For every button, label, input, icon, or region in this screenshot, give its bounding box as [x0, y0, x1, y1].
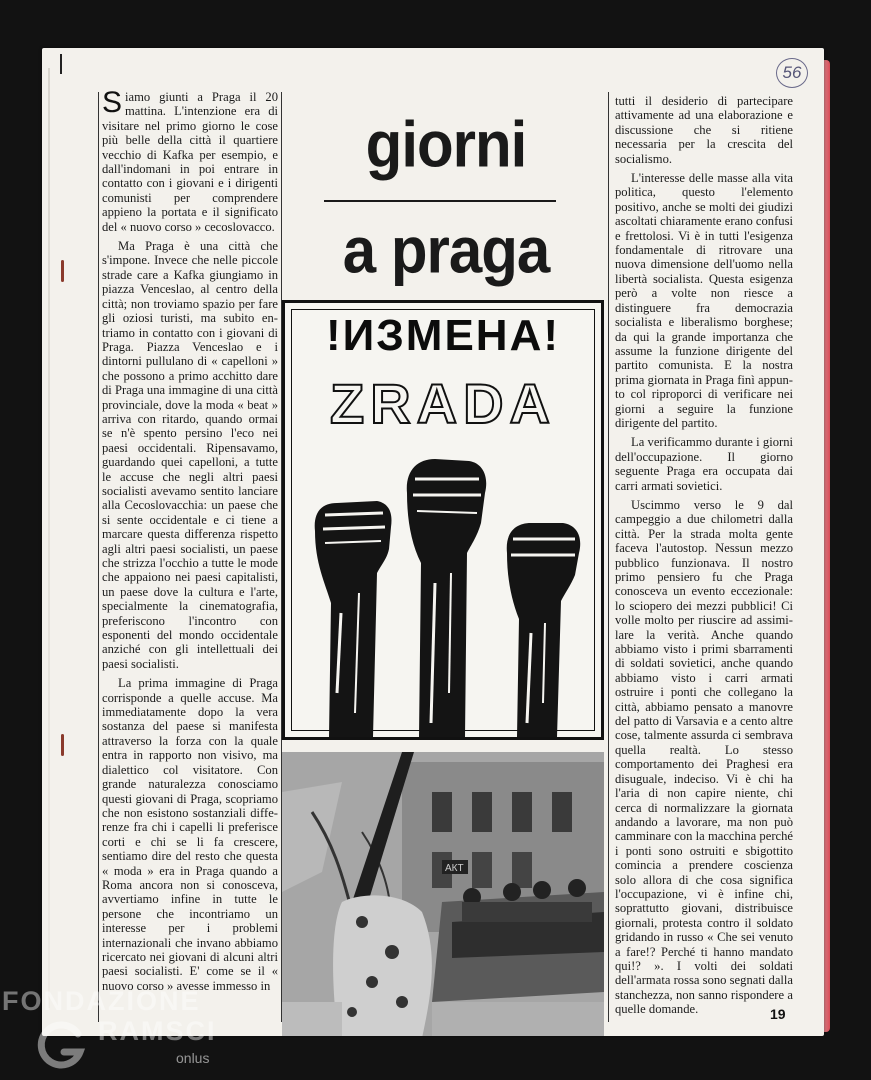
- paragraph-5: L'interesse delle masse alla vita politica, questo l'elemento positivo, anche se molti dei giudizi ascoltati chiaramente erano confusi e frettolosi. Vi è in tutti l'esigenza fondamentale di ritrovare una nuova dimensione dell'uomo nella libertà socialista. Questa esigenza però a volte non riesce a distinguere fra democrazia socialista e liberalismo borghese; da qui la grande importanza che assume la funzione dirigente del partito comunista. E la nostra prima giornata in Praga finì appunto col riproporci di verificare nei giorni a seguire la funzione dirigente del partito.: [615, 171, 793, 430]
- column-rule-left: [98, 92, 99, 1022]
- right-text-column: [615, 94, 793, 1022]
- paragraph-3: La prima immagine di Praga corrisponde a quelle accuse. Ma immediatamente dopo la vera sostanza del paese si manifesta attraverso la forza con la quale entra in rapporto non visivo, ma dialettico col visitatore. Con grande naturalezza conosciamo questi giovani di Praga, scopriamo che non esistono sostanziali differenze fra chi i capelli li preferisce corti e chi se li fa crescere, sentiamo dire del resto che questa « moda » era in Praga quando a Roma ancora non si conosceva, avvertiamo infine in tutte le persone che incontriamo un interesse per i problemi internazionali che invano abbiamo ricercato nei giovani di alcuni altri paesi socialisti. E' come se il « nuovo corso » avesse immesso in: [102, 676, 278, 993]
- margin-mark: [60, 54, 62, 74]
- headline-line-1: giorni: [365, 108, 527, 181]
- right-fist: [507, 523, 580, 737]
- left-text-column: [102, 86, 278, 998]
- magazine-page: [42, 48, 824, 1036]
- page-fold-shadow: [48, 68, 50, 1008]
- left-fist: [315, 501, 392, 737]
- watermark-suffix: onlus: [176, 1050, 210, 1066]
- paragraph-1: [102, 86, 278, 234]
- page-number: 19: [770, 1006, 786, 1022]
- watermark-line-1: FONDAZIONE: [2, 986, 201, 1016]
- headline-line-2: a praga: [342, 214, 550, 287]
- poster-slogan-russian: !ИЗМЕНА!: [325, 311, 561, 360]
- protest-poster: [282, 300, 604, 740]
- paragraph-4: tutti il desiderio di partecipare attivamente ad una elaborazione e discussione che si ritiene necessaria per la crescita del socialismo.: [615, 94, 793, 166]
- dropcap: S: [102, 86, 123, 119]
- poster-slogan-czech: ZRADA: [330, 372, 556, 435]
- raised-fists-illustration: [285, 453, 601, 737]
- paragraph-6: La verificammo durante i giorni dell'occupazione. Il giorno seguente Praga era occupata dai carri armati sovietici.: [615, 435, 793, 493]
- tank-street-photo: [282, 752, 604, 1036]
- paragraph-7: Uscimmo verso le 9 dal campeggio a due chilometri dalla città. Per la strada molta gente faceva l'autostop. Nessun mezzo pubblico funzionava. Il nostro primo pensiero fu che Praga conosceva un evento eccezionale: lo sciopero dei mezzi pubblici! Ci volle molto per riuscire ad assimilare la verità. Anche quando abbiamo visto i primi sbarramenti di soldati sovietici, anche quando abbiamo visto i carri armati ostruire i ponti che collegano la città, abbiamo pensato a manovre del patto di Varsavia e a cento altre cose, talmente assurda ci sembrava quella realtà. Lo stesso comportamento dei Praghesi era disuguale, indeciso. Vi è chi ha l'aria di non capire niente, chi cerca di normalizzare la giornata andando a lavorare, ma non può camminare con la macchina perché i ponti sono ostruiti e sbigottito comincia a prendere coscienza solo allora di che cosa significa l'occupazione, vi è infine chi, soprattutto giovani, distribuisce giornali, protesta contro il soldato gridando in russo « Che sei venuto a fare!? Perché ti hanno mandato qui!? ». I volti dei soldati dell'armata rossa sono segnati dalla stanchezza, non sanno rispondere a quelle domande.: [615, 497, 793, 1017]
- staple-top: [58, 260, 67, 282]
- watermark-line-2: RAMSCI: [98, 1016, 217, 1046]
- occupation-photo: [282, 752, 604, 1036]
- middle-fist: [407, 459, 486, 737]
- staple-bottom: [58, 734, 67, 756]
- paragraph-1-text: iamo giunti a Praga il 20 mattina. L'intenzione era di visitare nel primo giorno le cose più belle della città il quartiere vecchio di Kafka per esempio, e dall'indomani in poi entrare in contatto con i giovani e i dirigenti comunisti per comprendere appieno la portata e il significato del « nuovo corso » cecoslovacco.: [102, 90, 278, 234]
- paragraph-2: Ma Praga è una città che s'impone. Invece che nelle piccole strade care a Kafka giungiamo in piazza Venceslao, al centro della città; non troviamo spazio per fare gli oziosi turisti, ma subito entriamo in contatto con i giovani di Praga. Piazza Venceslao e i dintorni pullulano di « capelloni » che possono a primo acchitto dare di Praga una immagine di una città provinciale, dove la moda « beat » arriva con ritardo, quando ormai se n'è spento persino l'eco nei paesi occidentali. Ripensavamo, guardando quei capelloni, a tutte le accuse che negli altri paesi socialisti avevamo sentito lanciare alla Cecoslovacchia: un paese che si sente occidentale e ci tiene a marcare questa differenza rispetto agli altri paesi socialisti, un paese che strizza l'occhio a tutte le mode che appaiono nei paesi capitalisti, un paese dove la cultura e l'arte, specialmente la cinematografia, preferiscono l'incontro con esponenti del mondo occidentale anziché con gli intellettuali dei paesi socialisti.: [102, 239, 278, 671]
- headline-divider: [324, 200, 556, 202]
- archive-page-number: 56: [776, 58, 808, 88]
- photo-sign: АКТ: [445, 863, 464, 874]
